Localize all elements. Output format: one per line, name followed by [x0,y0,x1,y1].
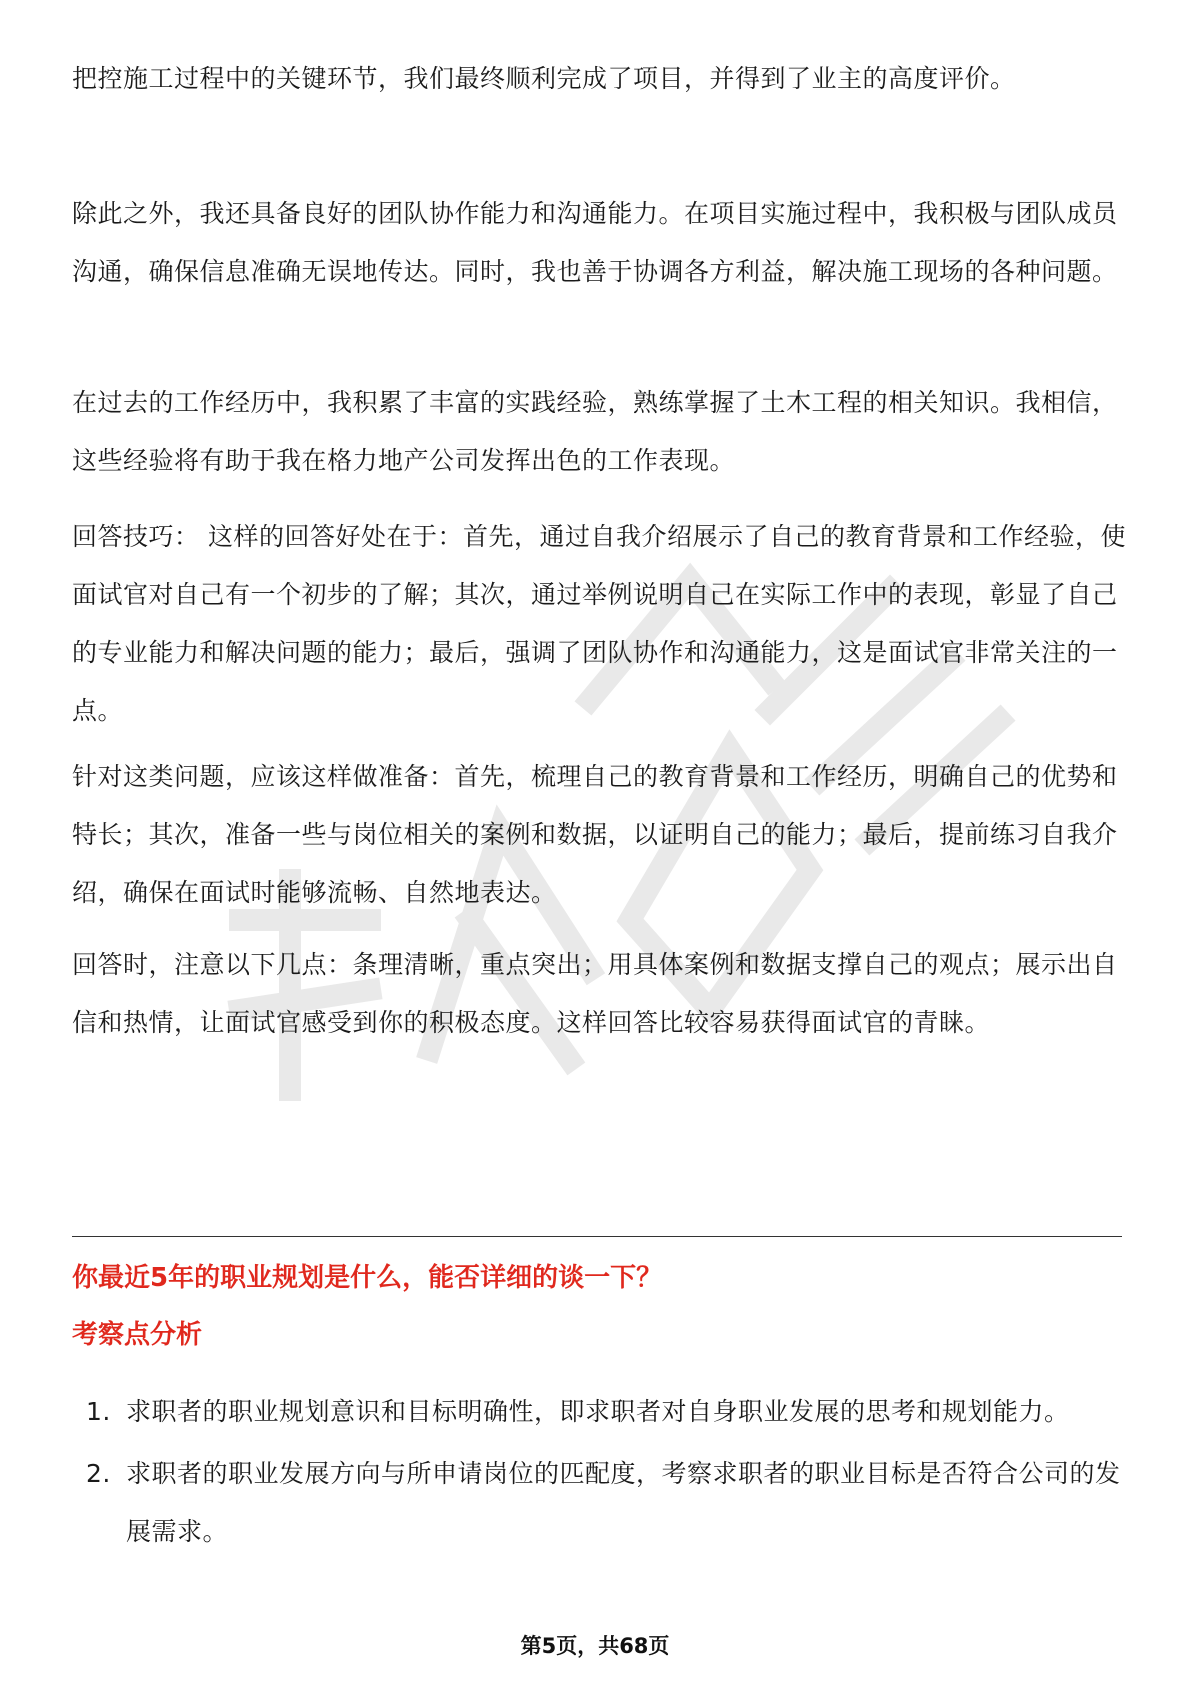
paragraph-answer-tips: 回答技巧： 这样的回答好处在于：首先，通过自我介绍展示了自己的教育背景和工作经验，使面试官对自己有一个初步的了解；其次，通过举例说明自己在实际工作中的表现，彰显了自己的专业能力和解决问题的能力；最后，强调了团队协作和沟通能力，这是面试官非常关注的一点。 [72,522,1126,725]
paragraph-answer-notes: 回答时，注意以下几点：条理清晰，重点突出；用具体案例和数据支撑自己的观点；展示出自信和热情，让面试官感受到你的积极态度。这样回答比较容易获得面试官的青睐。 [72,950,1118,1037]
list-item-text: 求职者的职业发展方向与所申请岗位的匹配度，考察求职者的职业目标是否符合公司的发展需求。 [126,1459,1121,1546]
list-item-number: 1. [86,1397,111,1426]
list-item [72,1383,1132,1441]
paragraph-project-result: 把控施工过程中的关键环节，我们最终顺利完成了项目，并得到了业主的高度评价。 [72,64,1016,93]
paragraph-preparation: 针对这类问题，应该这样做准备：首先，梳理自己的教育背景和工作经历，明确自己的优势和特长；其次，准备一些与岗位相关的案例和数据，以证明自己的能力；最后，提前练习自我介绍，确保在面试时能够流畅、自然地表达。 [72,762,1118,907]
paragraph-teamwork: 除此之外，我还具备良好的团队协作能力和沟通能力。在项目实施过程中，我积极与团队成员沟通，确保信息准确无误地传达。同时，我也善于协调各方利益，解决施工现场的各种问题。 [72,199,1118,286]
analysis-points-list [72,1383,1132,1565]
page-number-footer: 第5页，共68页 [520,1634,670,1658]
section-divider [72,1236,1122,1237]
list-item-text: 求职者的职业规划意识和目标明确性，即求职者对自身职业发展的思考和规划能力。 [126,1397,1070,1426]
list-item [72,1445,1132,1561]
paragraph-experience: 在过去的工作经历中，我积累了丰富的实践经验，熟练掌握了土木工程的相关知识。我相信，这些经验将有助于我在格力地产公司发挥出色的工作表现。 [72,388,1118,475]
analysis-subtitle: 考察点分析 [72,1320,203,1350]
question-title: 你最近5年的职业规划是什么，能否详细的谈一下？ [72,1263,663,1293]
list-item-number: 2. [86,1459,111,1488]
